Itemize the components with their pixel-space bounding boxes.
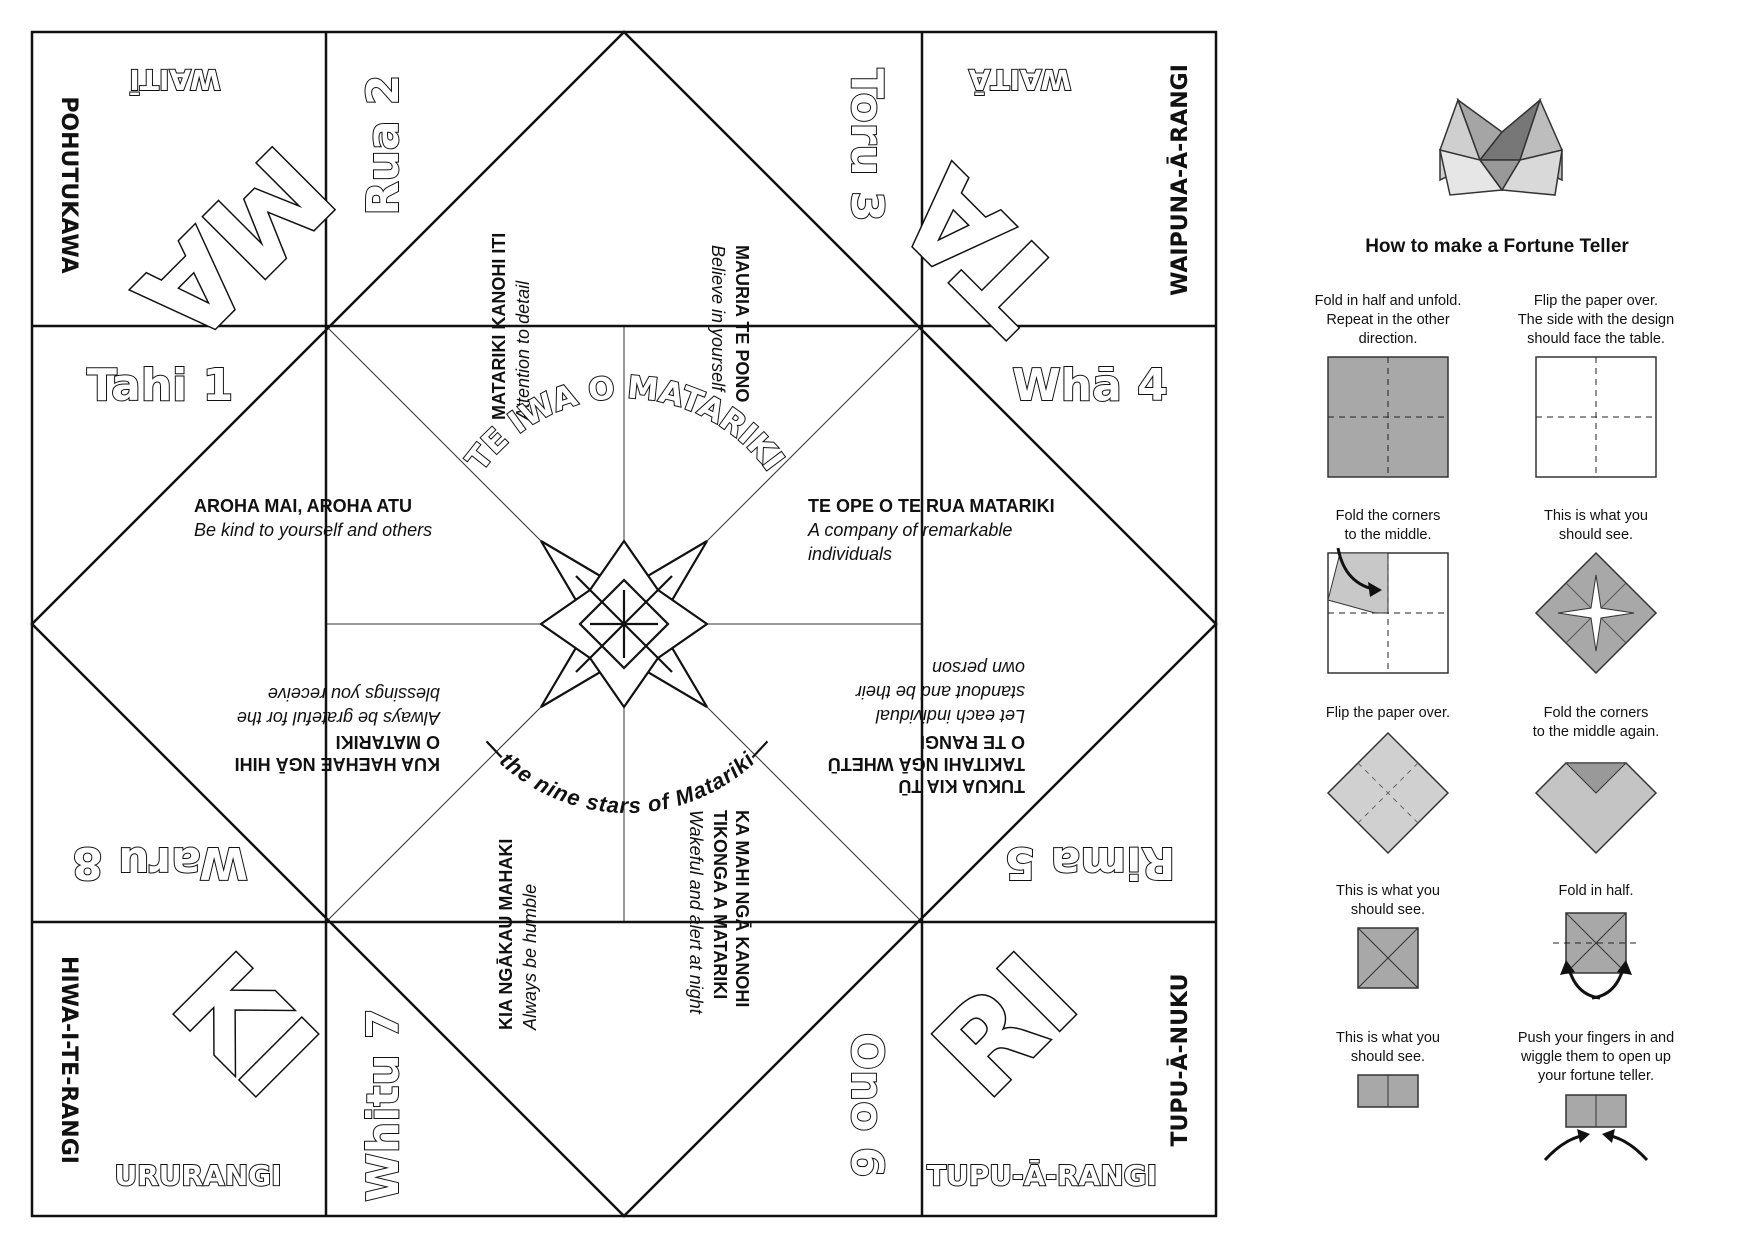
fortune-3 xyxy=(807,496,1055,564)
fortune-4-text-2: standout and be their xyxy=(855,682,1025,702)
star-icon xyxy=(541,541,707,707)
number-rima-5: Rima 5 xyxy=(1004,837,1176,888)
number-tahi-1: Tahi 1 xyxy=(86,360,234,411)
star-name-hiwa-i-te-rangi: HIWA-I-TE-RANGI xyxy=(56,956,81,1164)
fortune-3-text-2: individuals xyxy=(808,544,893,564)
center-arc-title-path: TE IWA O MATARIKI xyxy=(459,369,791,478)
step-1-line-1: Fold in half and unfold. xyxy=(1314,293,1462,309)
center-arc-subtitle-path: —the nine stars of Matariki— xyxy=(478,731,776,819)
fortune-6 xyxy=(496,839,540,1031)
fortune-4-title-1: TUKUA KIA TŪ xyxy=(898,776,1025,796)
step-8-line-1: Fold in half. xyxy=(1558,883,1634,899)
star-name-waipuna-a-rangi: WAIPUNA-Ā-RANGI xyxy=(1168,64,1193,296)
fortune-6-text: Always be humble xyxy=(520,883,540,1030)
number-waru-8: Waru 8 xyxy=(72,837,248,888)
step-3-line-1: Fold the corners xyxy=(1335,508,1441,524)
step-2 xyxy=(1518,293,1674,477)
step-8 xyxy=(1553,883,1639,998)
step-3 xyxy=(1328,508,1448,673)
star-name-pohutukawa: POHUTUKAWA xyxy=(56,96,81,274)
fortune-2-title: MAURIA TE PONO xyxy=(732,245,752,403)
star-name-tupu-a-rangi: TUPU-Ā-RANGI xyxy=(926,1159,1158,1192)
step-5 xyxy=(1326,705,1450,853)
center-emblem xyxy=(460,370,791,819)
step-3-line-2: to the middle. xyxy=(1344,527,1432,543)
fortune-7-title-2: O MATARIKI xyxy=(335,732,440,752)
number-ono-6: Ono 6 xyxy=(841,1032,892,1178)
fortune-3-text-1: A company of remarkable xyxy=(808,520,1013,540)
fortune-5-text-1: Wakeful and alert at night xyxy=(686,810,706,1014)
star-name-tupu-a-nuku: TUPU-Ā-NUKU xyxy=(1168,973,1193,1147)
fortune-teller-illustration xyxy=(1440,100,1562,195)
big-letters-ki: KI xyxy=(145,928,342,1125)
fortune-7 xyxy=(235,684,441,774)
step-9-line-2: should see. xyxy=(1350,1049,1426,1065)
fortune-5-title-1: KA MAHI NGĀ KANOHI xyxy=(732,810,752,1008)
fortune-3-title: TE OPE O TE RUA MATARIKI xyxy=(808,496,1055,516)
star-name-waita: WAITĀ xyxy=(968,63,1072,96)
step-2-line-2: The side with the design xyxy=(1517,312,1675,328)
number-rua-2: Rua 2 xyxy=(358,74,409,216)
fortune-4-title-3: O TE RANGI xyxy=(919,732,1025,752)
fortune-2-text: Believe in yourself xyxy=(708,245,728,392)
step-4 xyxy=(1536,508,1656,673)
fortune-4-title-2: TAKITAHI NGĀ WHETŪ xyxy=(827,754,1025,774)
star-name-ururangi: URURANGI xyxy=(114,1159,282,1192)
big-letters-ma: MA xyxy=(109,119,358,368)
step-2-line-1: Flip the paper over. xyxy=(1533,293,1659,309)
step-7 xyxy=(1336,883,1440,988)
big-letters-ri: RI xyxy=(908,928,1104,1124)
fortune-6-title: KIA NGĀKAU MAHAKI xyxy=(496,838,516,1030)
step-10-line-2: wiggle them to open up xyxy=(1521,1049,1671,1065)
step-4-line-1: This is what you xyxy=(1544,508,1648,524)
step-4-line-2: should see. xyxy=(1558,527,1634,543)
fortune-8-title: AROHA MAI, AROHA ATU xyxy=(194,496,412,516)
number-wha-4: Whā 4 xyxy=(1012,360,1168,411)
fortune-7-text-1: Always be grateful for the xyxy=(236,708,440,728)
step-2-line-3: should face the table. xyxy=(1527,331,1665,347)
fortune-5 xyxy=(686,810,752,1015)
fortune-5-title-2: TIKONGA A MATARIKI xyxy=(710,810,730,1000)
step-9-line-1: This is what you xyxy=(1336,1030,1440,1046)
fortune-1-text: Attention to detail xyxy=(513,280,533,420)
fortune-7-title-1: KUA HAEHAE NGĀ HIHI xyxy=(234,754,440,774)
step-10-line-1: Push your fingers in and xyxy=(1517,1030,1675,1046)
step-5-line-1: Flip the paper over. xyxy=(1325,705,1451,721)
big-letters-ta: TA xyxy=(873,141,1089,357)
fortune-4-text-3: own person xyxy=(931,658,1025,678)
center-arc-subtitle xyxy=(478,731,776,818)
fortune-1-title: MATARIKI KANOHI ITI xyxy=(489,232,509,420)
corner-ki xyxy=(56,929,341,1192)
step-9 xyxy=(1336,1030,1440,1107)
step-10 xyxy=(1518,1030,1674,1160)
step-1-line-3: direction. xyxy=(1358,331,1418,347)
number-toru-3: Toru 3 xyxy=(841,68,892,222)
step-6-line-1: Fold the corners xyxy=(1543,705,1649,721)
number-whitu-7: Whitu 7 xyxy=(358,1008,409,1202)
step-7-line-1: This is what you xyxy=(1336,883,1440,899)
step-7-line-2: should see. xyxy=(1350,902,1426,918)
step-6-line-2: to the middle again. xyxy=(1532,724,1660,740)
step-1-line-2: Repeat in the other xyxy=(1326,312,1450,328)
fortune-8-text: Be kind to yourself and others xyxy=(194,520,433,540)
step-10-line-3: your fortune teller. xyxy=(1537,1068,1655,1084)
corner-ri xyxy=(909,929,1193,1192)
instructions-panel xyxy=(1315,100,1675,1160)
star-name-waiti: WAITĪ xyxy=(129,63,221,96)
instructions-heading: How to make a Fortune Teller xyxy=(1365,236,1629,257)
fortune-4 xyxy=(828,658,1025,796)
corner-ma xyxy=(56,63,358,368)
step-1 xyxy=(1315,293,1462,477)
fortune-2 xyxy=(708,245,752,402)
fortune-4-text-1: Let each individual xyxy=(875,706,1025,726)
fortune-8 xyxy=(194,496,432,540)
fortune-7-text-2: blessings you receive xyxy=(267,684,440,704)
step-6 xyxy=(1533,705,1660,853)
